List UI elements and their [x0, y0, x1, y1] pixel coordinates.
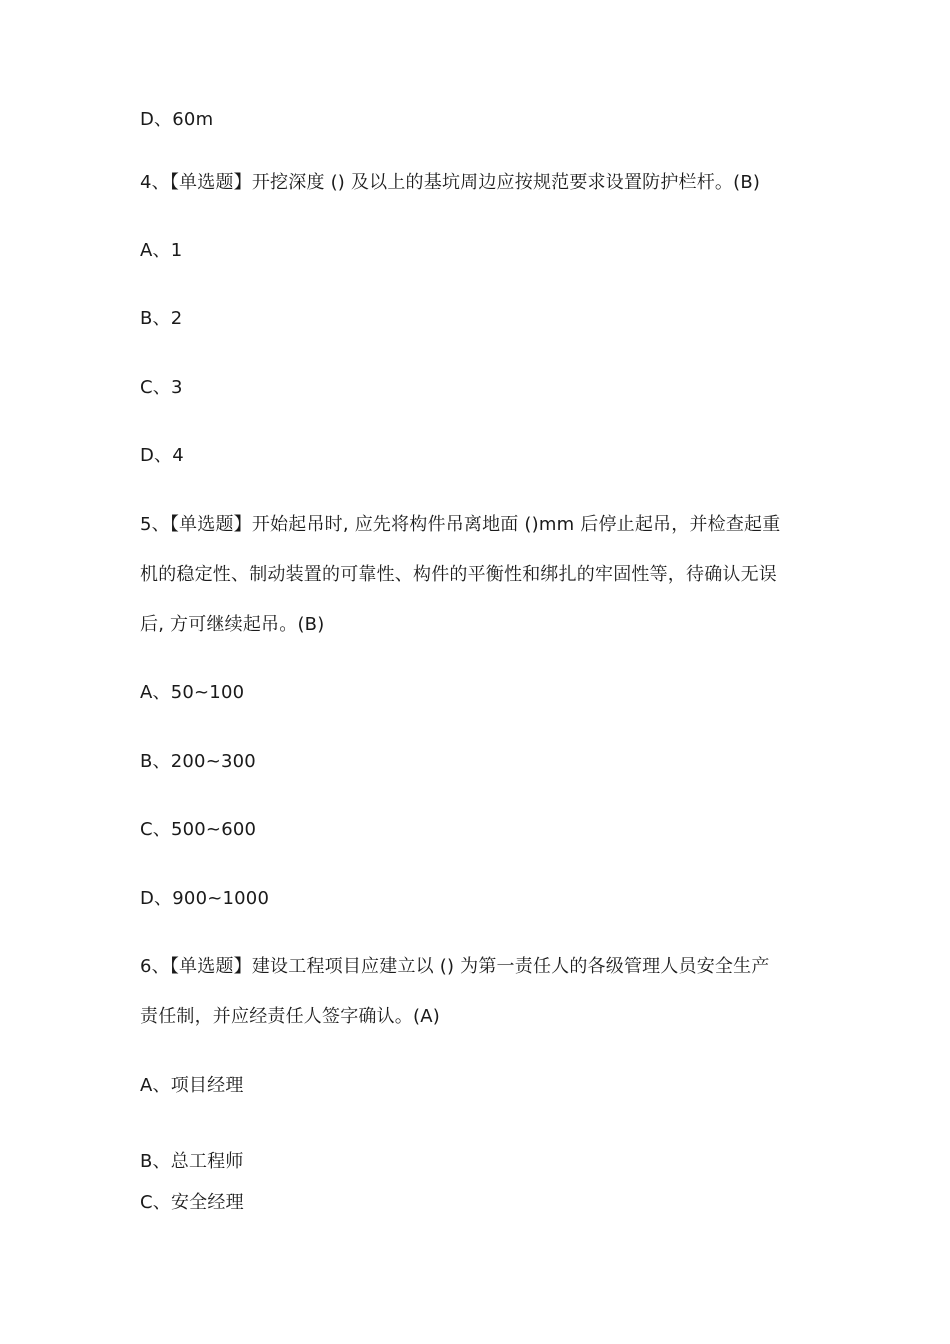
option-a-q5: A、50~100: [140, 682, 245, 703]
option-b-q6: B、总工程师: [140, 1151, 244, 1172]
option-a-q6: A、项目经理: [140, 1075, 244, 1096]
option-c-q6: C、安全经理: [140, 1192, 244, 1213]
option-d-q4: D、4: [140, 445, 184, 466]
option-b-q4: B、2: [140, 308, 183, 329]
option-a-q4: A、1: [140, 240, 183, 261]
option-d-q3: D、60m: [140, 109, 214, 130]
question-5-text-line1: 5、【单选题】开始起吊时, 应先将构件吊离地面 ()mm 后停止起吊，并检查起重: [140, 514, 781, 535]
question-5-text-line3: 后, 方可继续起吊。(B): [140, 614, 325, 635]
question-5-text-line2: 机的稳定性、制动装置的可靠性、构件的平衡性和绑扎的牢固性等，待确认无误: [140, 564, 777, 585]
option-c-q5: C、500~600: [140, 819, 257, 840]
option-d-q5: D、900~1000: [140, 888, 270, 909]
option-b-q5: B、200~300: [140, 751, 256, 772]
question-6-text-line2: 责任制，并应经责任人签字确认。(A): [140, 1006, 440, 1027]
option-c-q4: C、3: [140, 377, 183, 398]
question-6-text-line1: 6、【单选题】建设工程项目应建立以 () 为第一责任人的各级管理人员安全生产: [140, 956, 770, 977]
question-4-text: 4、【单选题】开挖深度 () 及以上的基坑周边应按规范要求设置防护栏杆。(B): [140, 172, 761, 193]
